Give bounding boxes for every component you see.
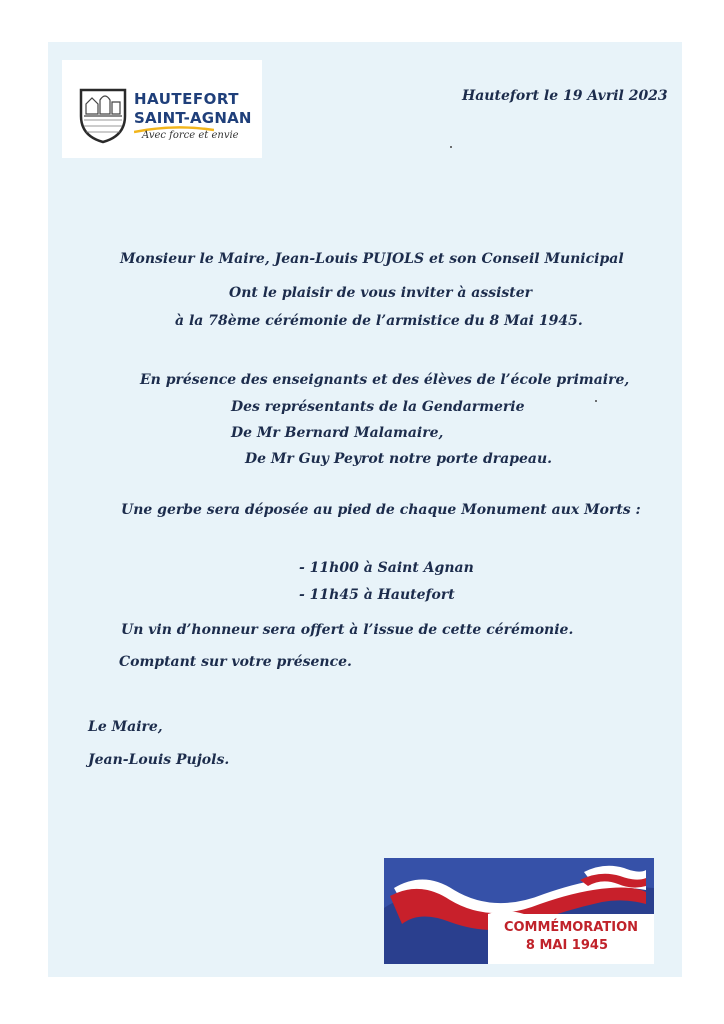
vin-honneur-line: Un vin d’honneur sera offert à l’issue de cette cérémonie. <box>121 622 574 638</box>
municipal-logo <box>62 60 262 158</box>
intro-line-2: Ont le plaisir de vous inviter à assister <box>229 285 533 301</box>
presence-line-3: De Mr Bernard Malamaire, <box>231 425 444 441</box>
intro-line-1: Monsieur le Maire, Jean-Louis PUJOLS et son Conseil Municipal <box>120 251 624 267</box>
comptant-line: Comptant sur votre présence. <box>119 654 352 670</box>
date-line: Hautefort le 19 Avril 2023 <box>462 88 668 104</box>
commemoration-banner <box>384 858 654 964</box>
presence-line-1: En présence des enseignants et des élèves de l’école primaire, <box>140 372 630 388</box>
scan-dot <box>595 400 597 402</box>
logo-line-2: SAINT-AGNAN <box>134 109 252 127</box>
schedule-hautefort: - 11h45 à Hautefort <box>299 587 455 603</box>
presence-line-4: De Mr Guy Peyrot notre porte drapeau. <box>245 451 553 467</box>
presence-line-2: Des représentants de la Gendarmerie <box>231 399 525 415</box>
intro-line-3: à la 78ème cérémonie de l’armistice du 8 Mai 1945. <box>175 313 583 329</box>
signature-name: Jean-Louis Pujols. <box>88 752 230 768</box>
signature-title: Le Maire, <box>88 719 163 735</box>
banner-date: 8 MAI 1945 <box>525 938 608 953</box>
logo-line-1: HAUTEFORT <box>134 90 239 108</box>
logo-tagline: Avec force et envie <box>142 130 239 141</box>
scan-dot <box>450 146 452 148</box>
gerbe-line: Une gerbe sera déposée au pied de chaque Monument aux Morts : <box>121 502 641 518</box>
schedule-saint-agnan: - 11h00 à Saint Agnan <box>299 560 474 576</box>
coat-of-arms-icon <box>78 86 128 144</box>
banner-title: COMMÉMORATION <box>503 920 638 935</box>
